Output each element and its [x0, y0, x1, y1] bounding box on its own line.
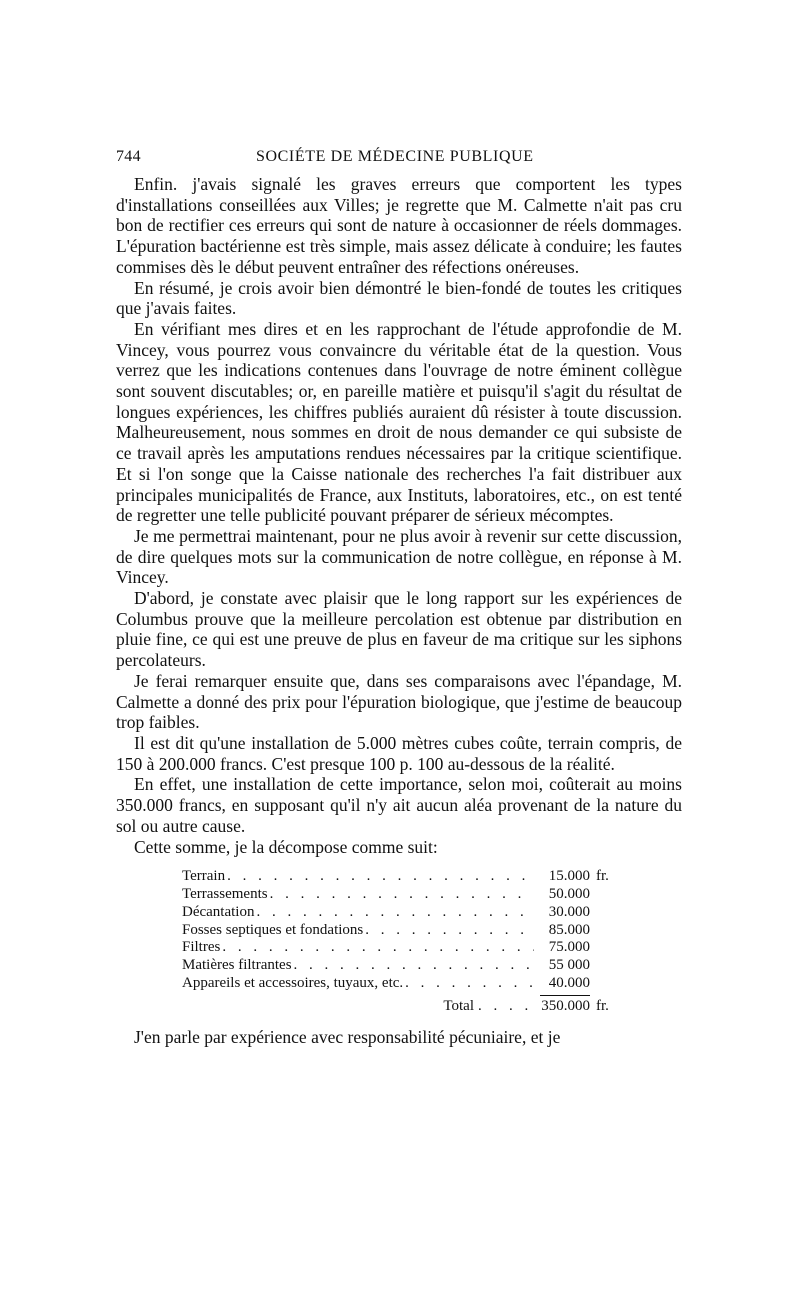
body-text	[116, 174, 682, 857]
page-header	[116, 148, 682, 174]
cost-row	[182, 904, 622, 922]
cost-row	[182, 868, 622, 886]
cost-table	[182, 868, 622, 1015]
cost-item: Appareils et accessoires, tuyaux, etc.	[182, 974, 404, 991]
cost-item: Terrassements	[182, 886, 268, 902]
cost-amount: 40.000	[548, 974, 590, 991]
total-unit: fr.	[596, 997, 609, 1014]
paragraph: Je ferai remarquer ensuite que, dans ses comparaisons avec l'épandage, M. Calmette a donné des prix pour l'épuration biologique, que j'estime de beaucoup trop faibles.	[116, 670, 682, 733]
paragraph: Il est dit qu'une installation de 5.000 mètres cubes coûte, terrain compris, de 150 à 200.000 francs. C'est presque 100 p. 100 au-dessous de la réalité.	[116, 732, 682, 774]
paragraph: En effet, une installation de cette importance, selon moi, coûterait au moins 350.000 francs, en supposant qu'il n'y ait aucun aléa provenant de la nature du sol ou autre cause.	[116, 774, 682, 836]
cost-row	[182, 939, 622, 957]
paragraph: En vérifiant mes dires et en les rapprochant de l'étude approfondie de M. Vincey, vous pourrez vous convaincre du véritable état de la question. Vous verrez que les indications contenues dans l'ouvrage de notre éminent collègue sont souvent discutables; or, en pareille matière et puisqu'il s'agit du résultat de longues expériences, les chiffres publiés auraient dû résister à toute discussion. Malheureusement, nous sommes en droit de nous demander ce qui subsiste de ce travail après les amputations rendues nécessaires par la critique scientifique. Et si l'on songe que la Caisse nationale des recherches l'a fait distribuer aux principales municipalités de France, aux Instituts, laboratoires, etc., on est tenté de regretter une telle publicité pouvant préparer de sérieux mécomptes.	[116, 318, 682, 526]
cost-amount: 75.000	[548, 939, 590, 956]
cost-amount: 85.000	[548, 921, 590, 938]
paragraph: Cette somme, je la décompose comme suit:	[134, 836, 438, 857]
cost-item: Décantation	[182, 903, 255, 920]
dot-leader	[478, 998, 534, 1016]
dot-leader	[365, 922, 534, 940]
dot-leader	[405, 975, 534, 993]
cost-item: Filtres	[182, 939, 221, 956]
document-page	[116, 148, 682, 1047]
paragraph: Enfin. j'avais signalé les graves erreurs que comportent les types d'installations conseillées aux Villes; je regrette que M. Calmette n'ait pas cru bon de rectifier ces erreurs qui sont de nature à occasionner de réels dommages. L'épuration bactérienne est très simple, mais assez délicate à conduire; les fautes commises dès le début peuvent entraîner des réfections onéreuses.	[116, 174, 682, 277]
paragraph: D'abord, je constate avec plaisir que le long rapport sur les expériences de Columbus prouve que la meilleure percolation est obtenue par distribution en pluie fine, ce qui est une preuve de plus en faveur de ma critique sur les siphons percolateurs.	[116, 588, 682, 671]
cost-row	[182, 886, 622, 904]
closing-line: J'en parle par expérience avec responsabilité pécuniaire, et je	[134, 1026, 561, 1047]
cost-row	[182, 922, 622, 940]
page-number: 744	[116, 148, 141, 165]
total-amount: 350.000	[540, 995, 590, 1016]
cost-total-row	[182, 995, 622, 1016]
running-title: SOCIÉTE DE MÉDECINE PUBLIQUE	[256, 148, 534, 165]
total-label: Total	[443, 997, 474, 1014]
cost-unit: fr.	[596, 868, 609, 885]
cost-item: Fosses septiques et fondations	[182, 921, 364, 938]
cost-item: Terrain	[182, 868, 226, 885]
dot-leader	[222, 939, 534, 957]
dot-leader	[227, 868, 534, 886]
cost-row	[182, 975, 622, 993]
cost-amount: 50.000	[548, 886, 590, 902]
closing-text	[116, 1027, 682, 1048]
cost-amount: 15.000	[548, 868, 590, 885]
dot-leader	[256, 904, 534, 922]
cost-amount: 30.000	[548, 903, 590, 920]
dot-leader	[294, 957, 534, 975]
cost-row	[182, 957, 622, 975]
cost-item: Matières filtrantes	[182, 957, 292, 974]
paragraph: En résumé, je crois avoir bien démontré le bien-fondé de toutes les critiques que j'avais faites.	[116, 277, 682, 319]
cost-amount: 55 000	[548, 957, 590, 974]
paragraph: Je me permettrai maintenant, pour ne plus avoir à revenir sur cette discussion, de dire quelques mots sur la communication de notre collègue, en réponse à M. Vincey.	[116, 525, 682, 588]
dot-leader	[270, 886, 534, 904]
